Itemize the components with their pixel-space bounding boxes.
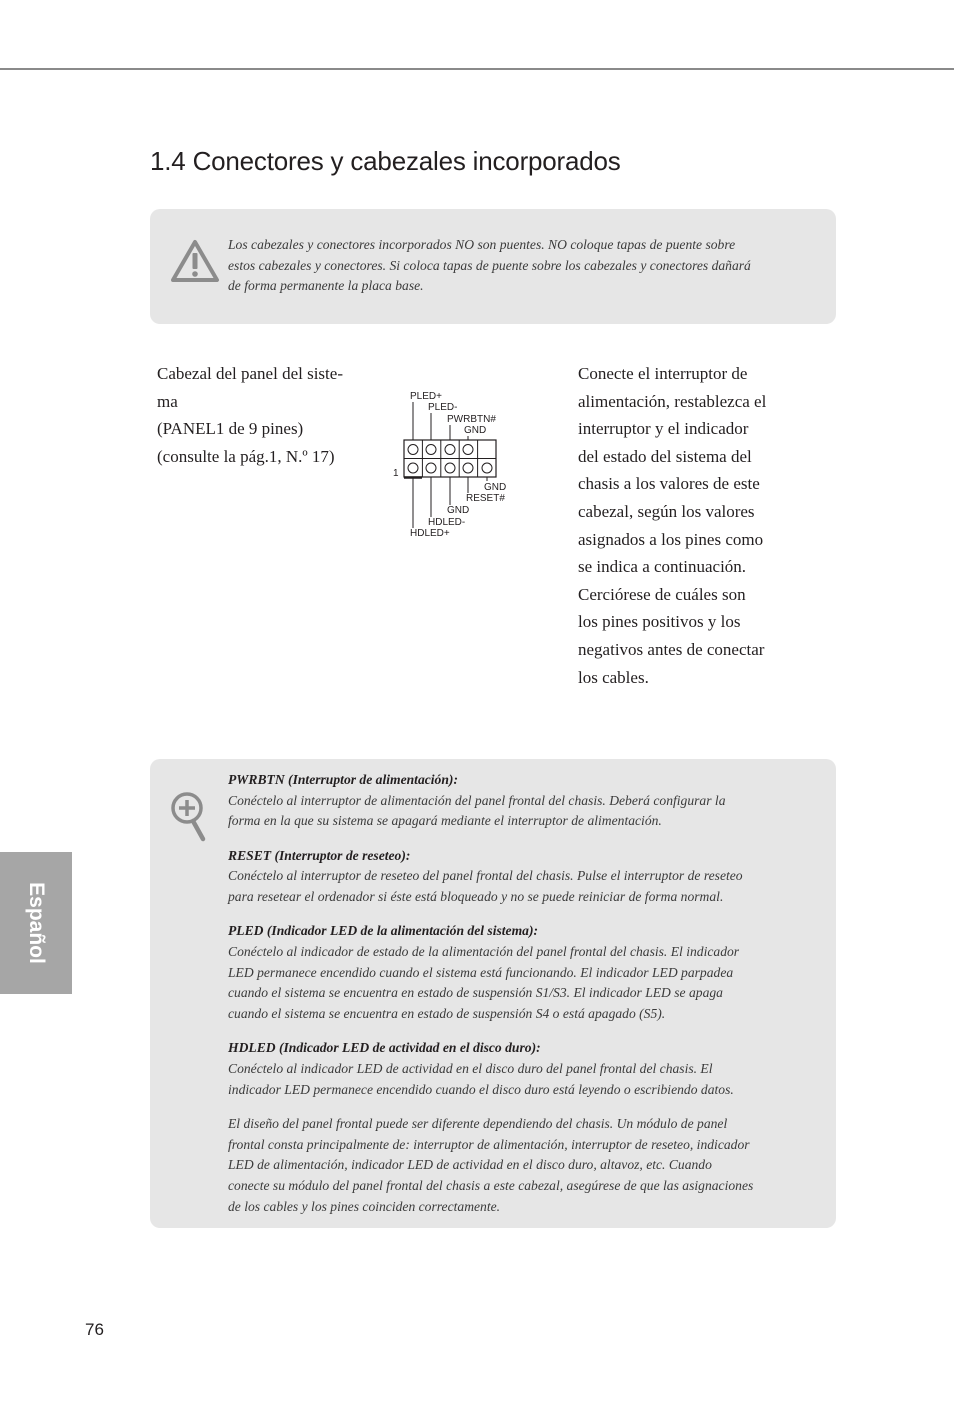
note-line: El diseño del panel frontal puede ser diferente dependiendo del chasis. Un módulo de panel	[228, 1115, 728, 1131]
pin-label-one: 1	[393, 468, 399, 479]
panel-header-diagram	[389, 385, 524, 545]
connect-line: alimentación, restablezca el	[578, 391, 767, 411]
caution-line: de forma permanente la placa base.	[228, 278, 424, 294]
top-rule	[0, 68, 954, 70]
connect-instructions	[578, 360, 793, 691]
caution-line: Los cabezales y conectores incorporados NO son puentes. NO coloque tapas de puente sobre	[228, 237, 736, 252]
connect-line: del estado del sistema del	[578, 446, 752, 466]
note-line: LED permanece encendido cuando el sistema está funcionando. El indicador LED parpadea	[228, 964, 734, 980]
note-title: PWRBTN (Interruptor de alimentación):	[228, 772, 458, 787]
notes-list	[228, 770, 788, 1231]
header-desc-line: ma	[157, 391, 178, 411]
magnifier-plus-icon	[170, 791, 210, 843]
header-desc-line: (PANEL1 de 9 pines)	[157, 419, 304, 439]
note-title: HDLED (Indicador LED de actividad en el disco duro):	[228, 1040, 541, 1056]
note-line: cuando el sistema se encuentra en estado de suspensión S4 o está apagado (S5).	[228, 1006, 666, 1022]
header-desc-line: (consulte la pág.1, N.º 17)	[157, 446, 335, 466]
connect-line: interruptor y el indicador	[578, 419, 749, 439]
caution-text	[228, 235, 788, 297]
connect-line: cabezal, según los valores	[578, 501, 755, 521]
connect-line: negativos antes de conectar	[578, 639, 765, 659]
note-title: PLED (Indicador LED de la alimentación del sistema):	[228, 923, 538, 939]
note-line: LED de alimentación, indicador LED de actividad en el disco duro, altavoz, etc. Cuando	[228, 1157, 712, 1173]
pin-label-gnd-bottom: GND	[447, 505, 470, 516]
warning-triangle-icon	[170, 239, 220, 283]
connect-line: asignados a los pines como	[578, 529, 764, 549]
language-side-tab	[0, 852, 72, 994]
note-pwrbtn	[228, 770, 788, 832]
note-line: Conéctelo al indicador de estado de la alimentación del panel frontal del chasis. El indicador	[228, 943, 740, 959]
note-title: RESET (Interruptor de reseteo):	[228, 847, 411, 863]
header-description	[157, 360, 367, 470]
note-line: de los cables y los pines coinciden correctamente.	[228, 1198, 501, 1214]
note-line: cuando el sistema se encuentra en estado de suspensión S1/S3. El indicador LED se apaga	[228, 985, 723, 1001]
note-line: conecte su módulo del panel frontal del chasis a este cabezal, asegúrese de que las asignaciones	[228, 1177, 754, 1193]
pin-label-gnd-right: GND	[484, 482, 507, 493]
note-hdled	[228, 1038, 788, 1100]
note-front-panel	[228, 1114, 788, 1218]
caution-line: estos cabezales y conectores. Si coloca tapas de puente sobre los cabezales y conectores dañará	[228, 257, 751, 273]
connect-line: los cables.	[578, 667, 649, 687]
connect-line: se indica a continuación.	[578, 557, 747, 577]
connect-line: chasis a los valores de este	[578, 474, 760, 494]
note-reset	[228, 846, 788, 908]
note-pled	[228, 921, 788, 1025]
pin-label-pled-plus: PLED+	[410, 391, 442, 402]
note-line: Conéctelo al interruptor de reseteo del panel frontal del chasis. Pulse el interruptor de reseteo	[228, 868, 743, 884]
note-line: para resetear el ordenador si éste está bloqueado y no se puede reiniciar de forma normal.	[228, 889, 724, 905]
pin-label-hdled-plus: HDLED+	[410, 528, 450, 539]
note-line: indicador LED permanece encendido cuando el disco duro está leyendo o escribiendo datos.	[228, 1081, 734, 1097]
connect-line: Cerciórese de cuáles son	[578, 584, 746, 604]
pin-label-pled-minus: PLED-	[428, 402, 458, 413]
caution-box	[150, 209, 836, 324]
connect-line: los pines positivos y los	[578, 612, 741, 632]
header-desc-line: Cabezal del panel del siste-	[157, 364, 343, 383]
page-number: 76	[85, 1320, 104, 1339]
notes-box	[150, 759, 836, 1228]
note-line: forma en la que su sistema se apagará mediante el interruptor de alimentación.	[228, 813, 662, 829]
pin-label-hdled-minus: HDLED-	[428, 517, 466, 528]
note-line: Conéctelo al indicador LED de actividad en el disco duro del panel frontal del chasis. El	[228, 1060, 713, 1076]
section-title: 1.4 Conectores y cabezales incorporados	[150, 146, 621, 176]
note-line: frontal consta principalmente de: interruptor de alimentación, interruptor de reseteo, indicador	[228, 1136, 750, 1152]
connect-line: Conecte el interruptor de	[578, 364, 748, 383]
pin-label-gnd-top: GND	[464, 425, 487, 436]
pin-label-pwrbtn: PWRBTN#	[447, 414, 496, 425]
note-line: Conéctelo al interruptor de alimentación del panel frontal del chasis. Deberá configurar la	[228, 792, 726, 808]
language-label: Español	[25, 882, 48, 964]
pin-label-reset: RESET#	[466, 493, 505, 504]
